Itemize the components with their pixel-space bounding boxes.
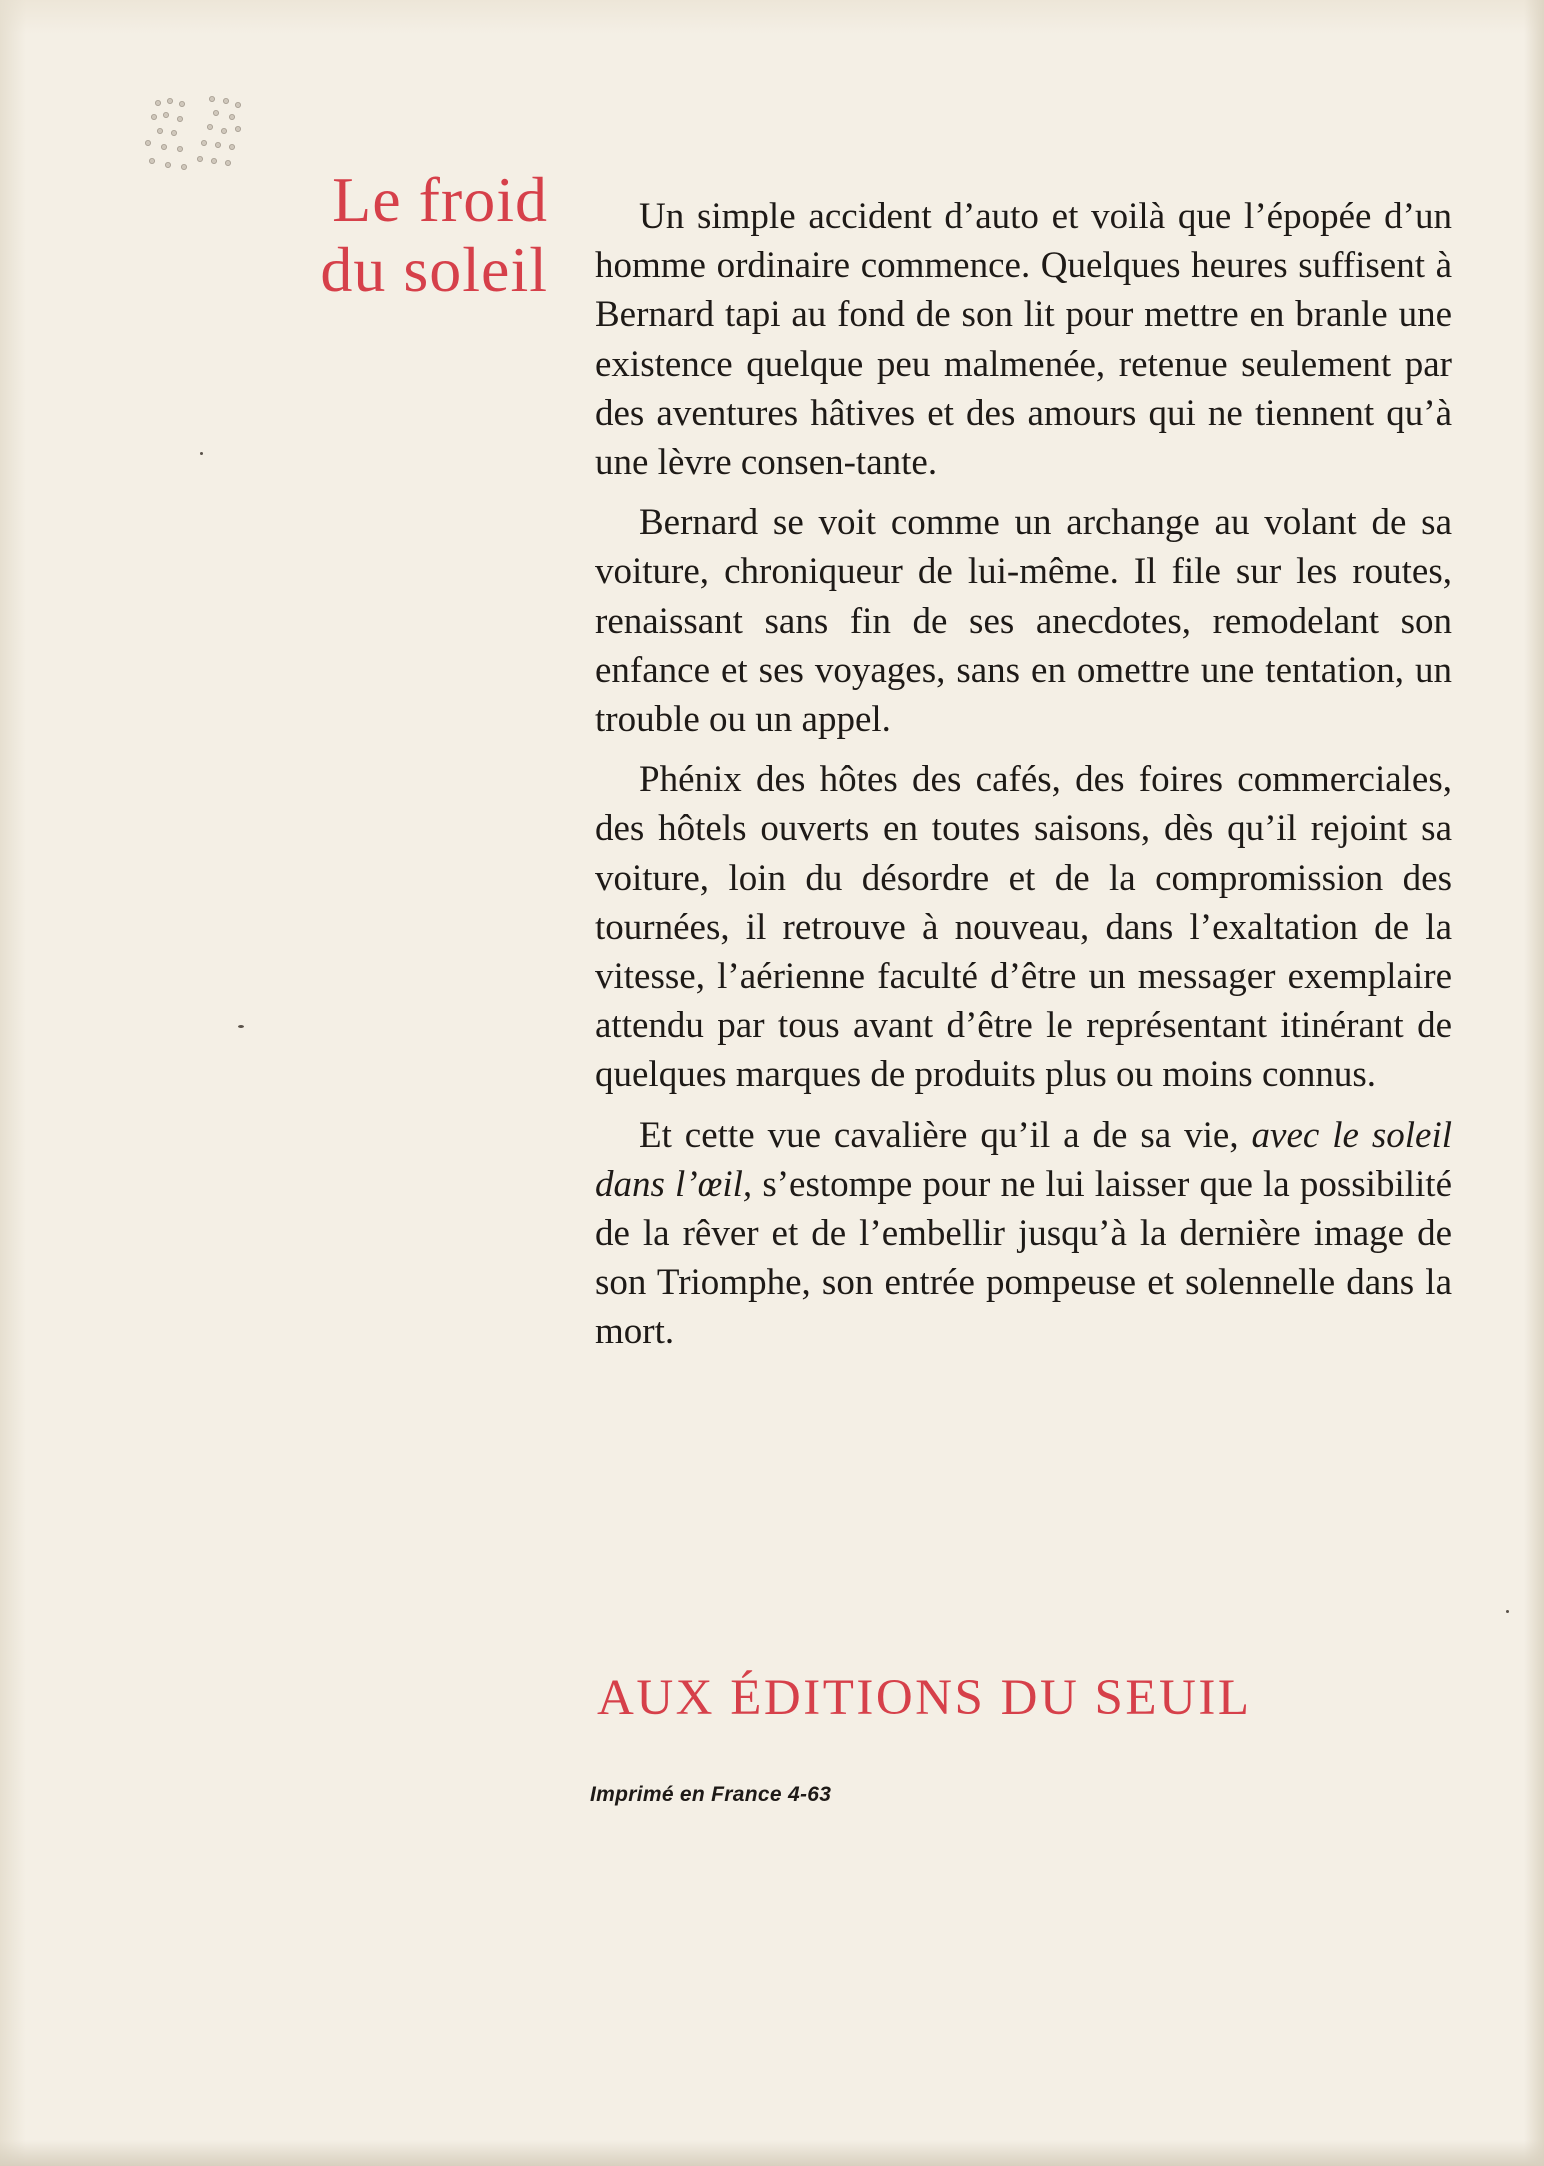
blurb-paragraph-4 [595,1111,1452,1357]
paper-edge-left [0,0,26,2166]
paper-edge-bottom [0,2140,1544,2166]
blurb-paragraph-2: Bernard se voit comme un archange au volant de sa voiture, chroniqueur de lui-même. Il file sur les routes, renaissant sans fin de ses anecdotes, remodelant son enfance et ses voyages, sans en omettre une tentation, un trouble ou un appel. [595,502,1452,741]
title-line-2: du soleil [320,234,548,305]
blurb-paragraph-1: Un simple accident d’auto et voilà que l’épopée d’un homme ordinaire commence. Quelques heures suffisent à Bernard tapi au fond de son lit pour mettre en branle une existence quelque peu malmenée, retenue seulement par des aventures hâtives et des amours qui ne tiennent qu’à une lèvre consen-tante. [595,196,1452,484]
blurb-p4-before: Et cette vue cavalière qu’il a de sa vie, [639,1114,1239,1156]
book-title [248,165,548,305]
paper-speck [1506,1610,1509,1613]
blurb-paragraph-3: Phénix des hôtes des cafés, des foires commerciales, des hôtels ouverts en toutes saisons, dès qu’il rejoint sa voiture, loin du désordre et de la compromission des tournées, il retrouve à nouveau, dans l’exaltation de la vitesse, l’aérienne faculté d’être un messager exemplaire attendu par tous avant d’être le représentant itinérant de quelques marques de produits plus ou moins connus. [595,759,1452,1096]
title-line-1: Le froid [332,164,548,235]
paper-speck [238,1025,244,1028]
paper-speck [200,452,203,455]
blurb-p4-italic: avec le soleil dans l’œil, [595,1114,1453,1205]
publisher-name: AUX ÉDITIONS DU SEUIL [597,1670,1252,1726]
blurb-text [595,192,1452,1368]
paper-edge-right [1524,0,1544,2166]
blurb-p4-after: s’estompe pour ne lui laisser que la possibilité de la rêver et de l’embellir jusqu’à la dernière image de son Triomphe, son entrée pompeuse et solennelle dans la mort. [595,1163,1452,1353]
paper-edge-top [0,0,1544,34]
printed-note: Imprimé en France 4-63 [590,1783,832,1806]
